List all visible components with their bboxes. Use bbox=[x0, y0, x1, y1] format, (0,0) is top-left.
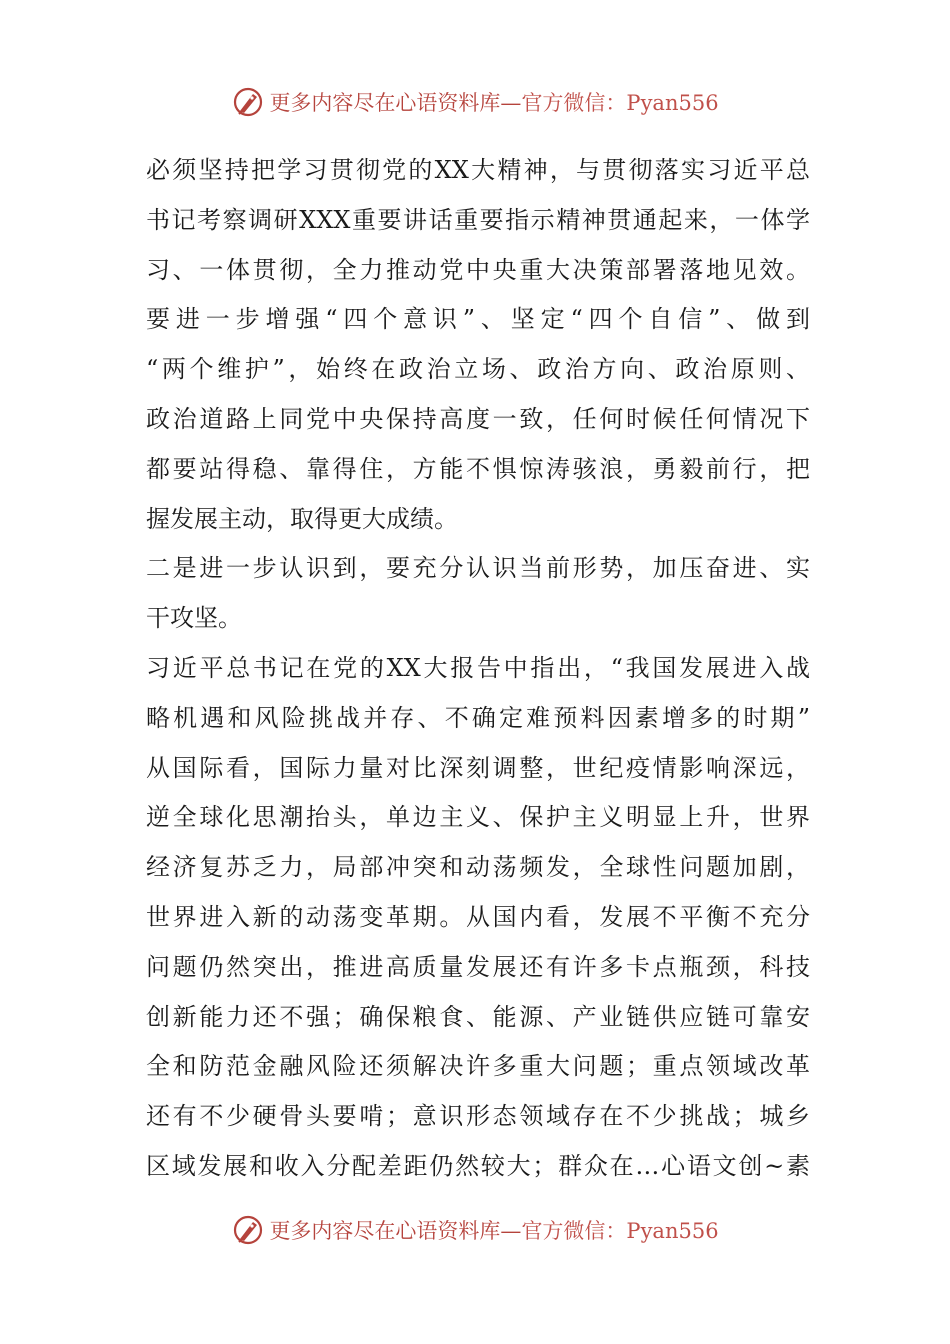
document-body bbox=[146, 146, 810, 1192]
watermark-text: 更多内容尽在心语资料库—官方微信：Pyan556 bbox=[269, 1219, 719, 1243]
body-text-line: 逆全球化思潮抬头，单边主义、保护主义明显上升，世界 bbox=[146, 803, 810, 832]
body-text-line: 全和防范金融风险还须解决许多重大问题；重点领域改革 bbox=[146, 1052, 810, 1081]
body-text-line: “两个维护”，始终在政治立场、政治方向、政治原则、 bbox=[146, 355, 810, 384]
body-text-line: 问题仍然突出，推进高质量发展还有许多卡点瓶颈，科技 bbox=[146, 952, 810, 981]
body-text-line: 干攻坚。 bbox=[146, 604, 242, 633]
body-text-line: 要进一步增强“四个意识”、坚定“四个自信”、做到 bbox=[146, 305, 810, 334]
body-text-line: 书记考察调研XXX重要讲话重要指示精神贯通起来，一体学 bbox=[146, 205, 810, 234]
pen-nib-logo-icon bbox=[231, 1213, 265, 1247]
body-text-line: 都要站得稳、靠得住，方能不惧惊涛骇浪，勇毅前行，把 bbox=[146, 454, 810, 483]
body-text-line: 从国际看，国际力量对比深刻调整，世纪疫情影响深远， bbox=[146, 753, 810, 782]
body-text-line: 习、一体贯彻，全力推动党中央重大决策部署落地见效。 bbox=[146, 255, 810, 284]
body-text-line: 二是进一步认识到，要充分认识当前形势，加压奋进、实 bbox=[146, 554, 810, 583]
body-text-line: 习近平总书记在党的XX大报告中指出，“我国发展进入战 bbox=[146, 653, 810, 682]
header-watermark bbox=[0, 82, 950, 122]
body-text-line: 必须坚持把学习贯彻党的XX大精神，与贯彻落实习近平总 bbox=[146, 156, 810, 184]
body-text-line: 握发展主动，取得更大成绩。 bbox=[146, 504, 458, 533]
pen-nib-logo-icon bbox=[231, 85, 265, 119]
body-text-line: 还有不少硬骨头要啃；意识形态领域存在不少挑战；城乡 bbox=[146, 1102, 810, 1131]
watermark-text: 更多内容尽在心语资料库—官方微信：Pyan556 bbox=[269, 91, 719, 115]
body-text-line: 区域发展和收入分配差距仍然较大；群众在…心语文创~素 bbox=[146, 1151, 810, 1180]
footer-watermark bbox=[0, 1210, 950, 1250]
body-text-line: 经济复苏乏力，局部冲突和动荡频发，全球性问题加剧， bbox=[146, 853, 810, 882]
body-text-line: 略机遇和风险挑战并存、不确定难预料因素增多的时期” bbox=[146, 703, 810, 732]
body-text-line: 创新能力还不强；确保粮食、能源、产业链供应链可靠安 bbox=[146, 1002, 810, 1031]
body-text-line: 世界进入新的动荡变革期。从国内看，发展不平衡不充分 bbox=[146, 902, 810, 931]
body-text-line: 政治道路上同党中央保持高度一致，任何时候任何情况下 bbox=[146, 404, 810, 433]
